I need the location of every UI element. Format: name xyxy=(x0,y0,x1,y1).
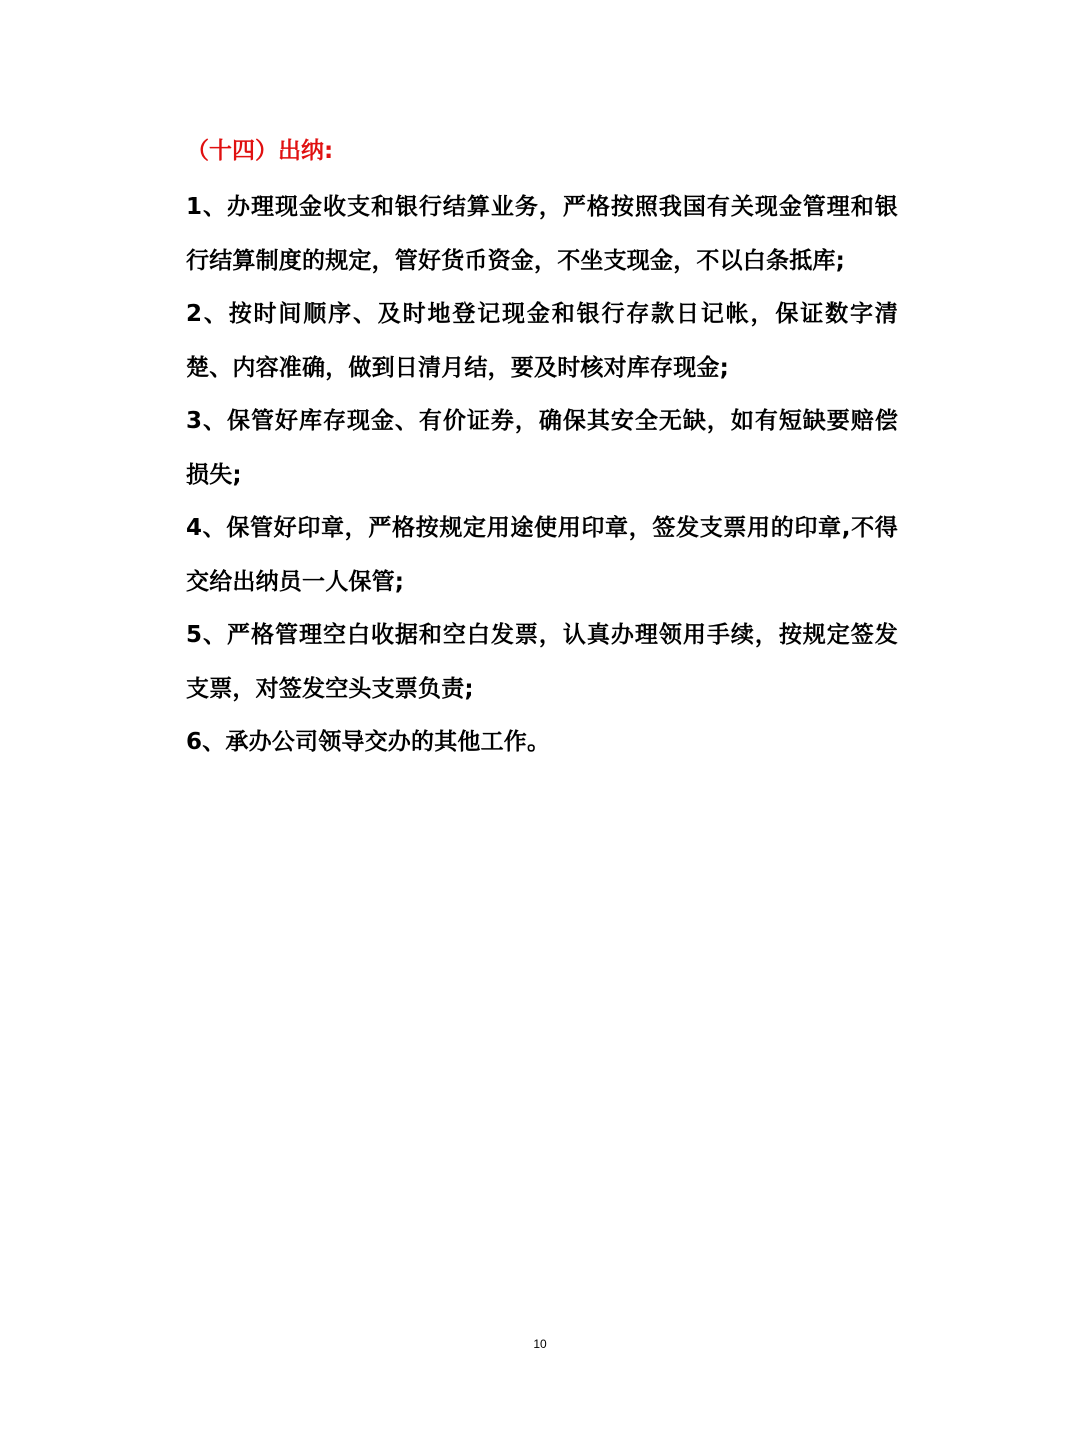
duty-item-6: 6、承办公司领导交办的其他工作。 xyxy=(186,729,551,755)
section-content xyxy=(186,128,898,770)
duty-item-2: 2、按时间顺序、及时地登记现金和银行存款日记帐，保证数字清楚、内容准确，做到日清月结，要及时核对库存现金; xyxy=(186,301,898,381)
section-heading: （十四）出纳: xyxy=(186,138,334,164)
duty-item-5: 5、严格管理空白收据和空白发票，认真办理领用手续，按规定签发支票，对签发空头支票负责; xyxy=(186,622,898,702)
page-number: 10 xyxy=(533,1337,547,1351)
duty-item-3: 3、保管好库存现金、有价证券，确保其安全无缺，如有短缺要赔偿损失; xyxy=(186,408,898,488)
duty-item-4: 4、保管好印章，严格按规定用途使用印章，签发支票用的印章,不得交给出纳员一人保管; xyxy=(186,515,898,595)
duty-item-1: 1、办理现金收支和银行结算业务，严格按照我国有关现金管理和银行结算制度的规定，管好货币资金，不坐支现金，不以白条抵库; xyxy=(186,194,898,274)
